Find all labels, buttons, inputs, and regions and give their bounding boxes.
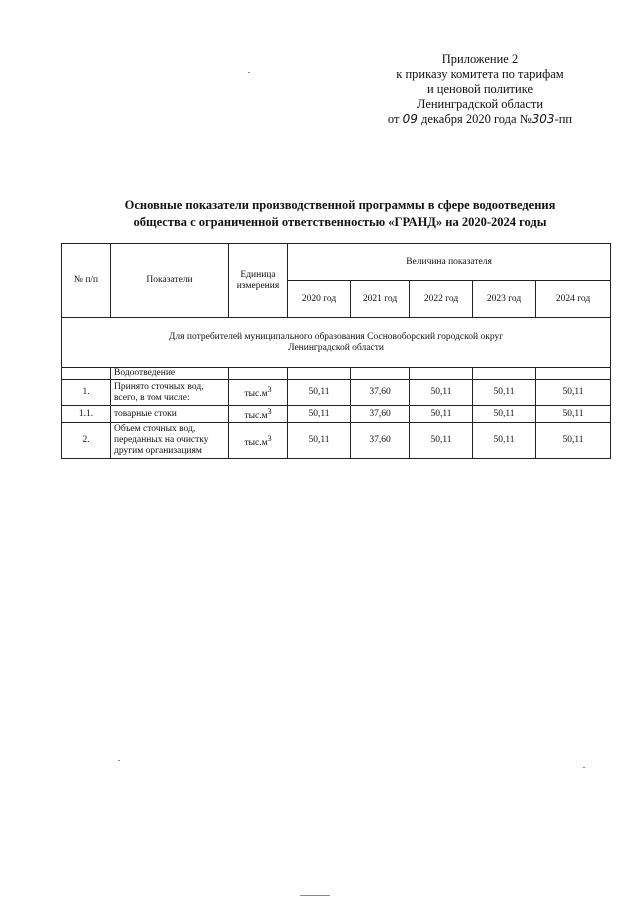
date-middle: декабря 2020 года № bbox=[421, 112, 532, 126]
table-row bbox=[62, 406, 611, 423]
row-indicator: Объем сточных вод, переданных на очистку другим организациям bbox=[111, 423, 229, 459]
header-indicator: Показатели bbox=[111, 244, 229, 318]
section-empty-cell bbox=[288, 368, 351, 380]
row-num: 2. bbox=[62, 423, 111, 459]
consumer-group-row bbox=[62, 318, 611, 368]
title-line-1: Основные показатели производственной программы в сфере водоотведения bbox=[124, 198, 556, 212]
row-value: 50,11 bbox=[288, 423, 351, 459]
section-empty-cell bbox=[410, 368, 473, 380]
section-empty-cell bbox=[536, 368, 611, 380]
header-year: 2021 год bbox=[351, 281, 410, 318]
consumer-group-line-1: Для потребителей муниципального образования Сосновоборский городской округ bbox=[168, 331, 504, 342]
row-value: 37,60 bbox=[351, 423, 410, 459]
row-num: 1.1. bbox=[62, 406, 111, 423]
unit-text: тыс.м bbox=[244, 411, 268, 422]
title-line-2: общества с ограниченной ответственностью «ГРАНД» на 2020-2024 годы bbox=[133, 215, 547, 229]
order-suffix: -пп bbox=[554, 112, 573, 126]
scan-speck bbox=[300, 895, 330, 896]
row-value: 37,60 bbox=[351, 406, 410, 423]
row-value: 50,11 bbox=[288, 380, 351, 406]
row-value: 50,11 bbox=[410, 406, 473, 423]
header-year: 2023 год bbox=[473, 281, 536, 318]
row-value: 50,11 bbox=[288, 406, 351, 423]
section-num-cell bbox=[62, 368, 111, 380]
row-value: 50,11 bbox=[536, 423, 611, 459]
row-value: 50,11 bbox=[473, 423, 536, 459]
appendix-policy-line: и ценовой политике bbox=[426, 82, 534, 96]
unit-text: тыс.м bbox=[244, 389, 268, 400]
row-value: 37,60 bbox=[351, 380, 410, 406]
header-year: 2024 год bbox=[536, 281, 611, 318]
row-unit bbox=[229, 406, 288, 423]
scan-speck bbox=[583, 767, 585, 768]
unit-superscript: 3 bbox=[267, 407, 272, 416]
row-value: 50,11 bbox=[473, 406, 536, 423]
row-unit bbox=[229, 380, 288, 406]
unit-superscript: 3 bbox=[267, 385, 272, 395]
row-num: 1. bbox=[62, 380, 111, 406]
scan-speck bbox=[118, 760, 120, 761]
row-indicator: товарные стоки bbox=[111, 406, 229, 423]
header-unit: Единица измерения bbox=[229, 244, 288, 318]
appendix-title: Приложение 2 bbox=[441, 52, 519, 66]
table-row bbox=[62, 423, 611, 459]
table-row bbox=[62, 380, 611, 406]
section-empty-cell bbox=[473, 368, 536, 380]
header-row-1 bbox=[62, 244, 611, 281]
scan-speck bbox=[248, 72, 250, 73]
appendix-block bbox=[360, 52, 600, 127]
row-value: 50,11 bbox=[410, 380, 473, 406]
section-label: Водоотведение bbox=[111, 368, 229, 380]
row-value: 50,11 bbox=[536, 380, 611, 406]
section-row bbox=[62, 368, 611, 380]
document-title bbox=[60, 197, 620, 231]
header-value-group: Величина показателя bbox=[288, 244, 611, 281]
consumer-group-cell bbox=[62, 318, 611, 368]
section-empty-cell bbox=[229, 368, 288, 380]
appendix-region-line: Ленинградской области bbox=[416, 97, 544, 111]
header-num: № п/п bbox=[62, 244, 111, 318]
row-unit bbox=[229, 423, 288, 459]
row-value: 50,11 bbox=[410, 423, 473, 459]
appendix-date-line bbox=[360, 112, 600, 127]
row-indicator: Принято сточных вод, всего, в том числе: bbox=[111, 380, 229, 406]
consumer-group-line-2: Ленинградской области bbox=[288, 342, 384, 353]
header-year: 2022 год bbox=[410, 281, 473, 318]
header-year: 2020 год bbox=[288, 281, 351, 318]
order-number-handwritten: 303 bbox=[531, 112, 555, 126]
date-day-handwritten: 09 bbox=[402, 112, 418, 126]
row-value: 50,11 bbox=[536, 406, 611, 423]
section-empty-cell bbox=[351, 368, 410, 380]
unit-text: тыс.м bbox=[244, 437, 268, 448]
date-prefix: от bbox=[387, 112, 400, 126]
indicators-table bbox=[61, 243, 611, 459]
row-value: 50,11 bbox=[473, 380, 536, 406]
appendix-order-line: к приказу комитета по тарифам bbox=[396, 67, 564, 81]
unit-superscript: 3 bbox=[267, 433, 272, 443]
